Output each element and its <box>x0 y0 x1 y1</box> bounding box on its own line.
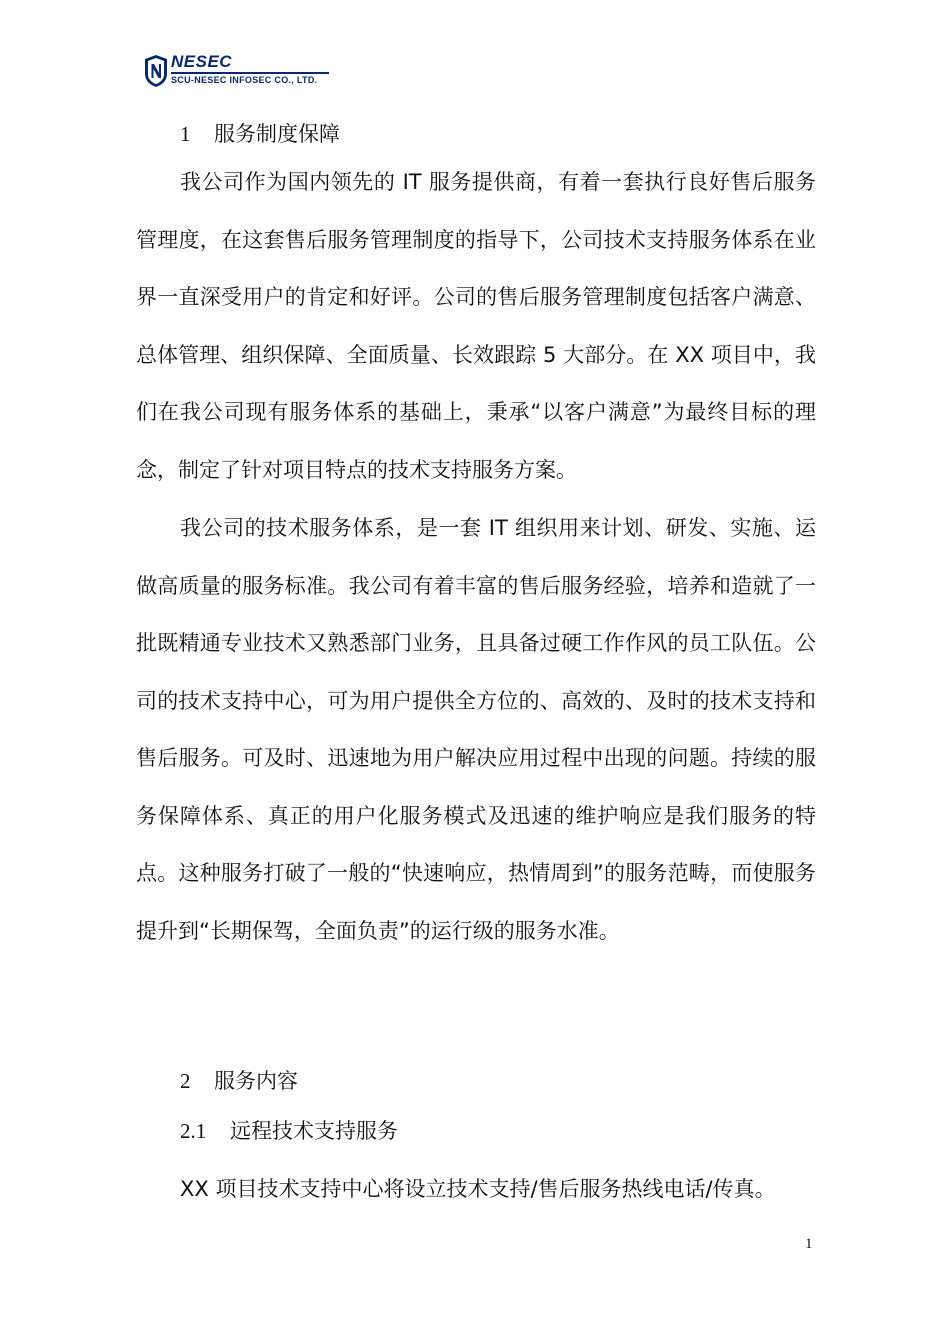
body-paragraph: XX 项目技术支持中心将设立技术支持/售后服务热线电话/传真。 <box>180 1177 776 1201</box>
section-title: 服务制度保障 <box>214 122 340 146</box>
section-heading <box>180 119 340 149</box>
company-logo <box>143 54 333 92</box>
page-number: 1 <box>805 1236 813 1252</box>
logo-company-name: SCU-NESEC INFOSEC CO., LTD. <box>171 75 318 85</box>
subsection-number: 2.1 <box>180 1119 207 1143</box>
body-paragraph: 我公司作为国内领先的 IT 服务提供商，有着一套执行良好售后服务管理度，在这套售后服务管理制度的指导下，公司技术支持服务体系在业界一直深受用户的肯定和好评。公司的售后服务管理制度包括客户满意、总体管理、组织保障、全面质量、长效跟踪 5 大部分。在 XX 项目中，我们在我公司现有服务体系的基础上，秉承“以客户满意”为最终目标的理念，制定了针对项目特点的技术支持服务方案。 <box>136 170 816 482</box>
subsection-title: 远程技术支持服务 <box>230 1119 398 1143</box>
logo-brand-text: NESEC <box>171 52 233 71</box>
section-title: 服务内容 <box>214 1069 298 1093</box>
subsection-heading <box>180 1116 398 1146</box>
section-heading <box>180 1066 298 1096</box>
section-number: 2 <box>180 1069 191 1093</box>
body-paragraph: 我公司的技术服务体系，是一套 IT 组织用来计划、研发、实施、运做高质量的服务标准。我公司有着丰富的售后服务经验，培养和造就了一批既精通专业技术又熟悉部门业务，且具备过硬工作作风的员工队伍。公司的技术支持中心，可为用户提供全方位的、高效的、及时的技术支持和售后服务。可及时、迅速地为用户解决应用过程中出现的问题。持续的服务保障体系、真正的用户化服务模式及迅速的维护响应是我们服务的特点。这种服务打破了一般的“快速响应，热情周到”的服务范畴，而使服务提升到“长期保驾，全面负责”的运行级的服务水准。 <box>136 516 816 943</box>
shield-logo-icon <box>143 54 169 88</box>
logo-divider <box>171 72 329 74</box>
section-number: 1 <box>180 122 191 146</box>
